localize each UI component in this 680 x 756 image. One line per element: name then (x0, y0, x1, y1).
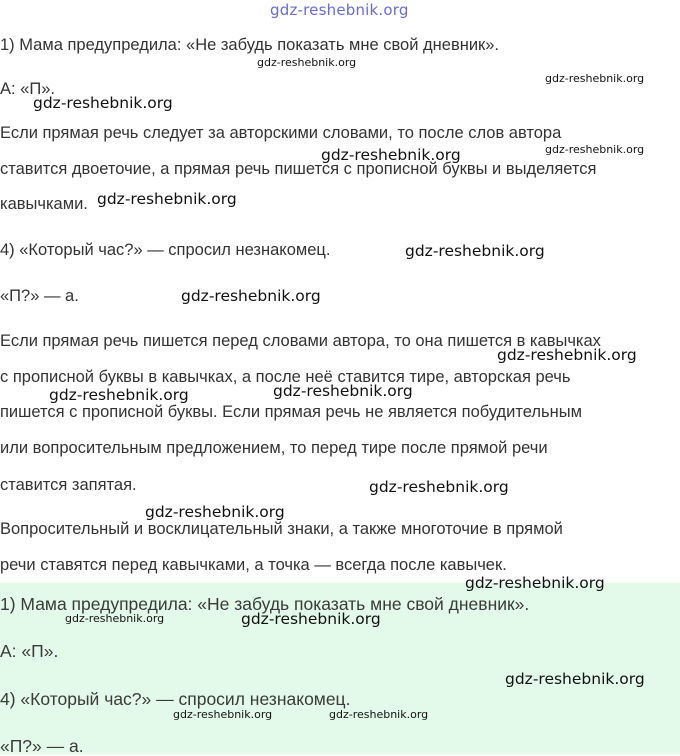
highlight-scheme-1: А: «П». (0, 641, 59, 661)
highlight-example-4: 4) «Который час?» — спросил незнакомец. (0, 689, 351, 709)
rule-2-line-4: или вопросительным предложением, то перед тире после прямой речи (0, 439, 548, 457)
watermark: gdz-reshebnik.org (257, 56, 357, 69)
example-4: 4) «Который час?» — спросил незнакомец. (0, 241, 331, 259)
watermark: gdz-reshebnik.org (173, 708, 273, 721)
watermark: gdz-reshebnik.org (97, 190, 237, 208)
watermark: gdz-reshebnik.org (465, 574, 605, 592)
rule-3-line-1: Вопросительный и восклицательный знаки, а также многоточие в прямой (0, 520, 563, 538)
rule-2-line-1: Если прямая речь пишется перед словами автора, то она пишется в кавычках (0, 332, 601, 350)
rule-2-line-5: ставится запятая. (0, 476, 137, 494)
watermark: gdz-reshebnik.org (181, 287, 321, 305)
watermark: gdz-reshebnik.org (241, 610, 381, 628)
scheme-4: «П?» — а. (0, 287, 79, 305)
rule-2-line-3: пишется с прописной буквы. Если прямая речь не является побудительным (0, 403, 582, 421)
watermark: gdz-reshebnik.org (49, 386, 189, 404)
rule-1-line-1: Если прямая речь следует за авторскими словами, то после слов автора (0, 124, 562, 142)
rule-1-line-2: ставится двоеточие, а прямая речь пишется с прописной буквы и выделяется (0, 160, 597, 178)
rule-2-line-2: с прописной буквы в кавычках, а после неё ставится тире, авторская речь (0, 368, 571, 386)
watermark: gdz-reshebnik.org (369, 478, 509, 496)
top-watermark: gdz-reshebnik.org (270, 1, 409, 19)
watermark: gdz-reshebnik.org (497, 346, 637, 364)
watermark: gdz-reshebnik.org (405, 242, 545, 260)
watermark: gdz-reshebnik.org (273, 382, 413, 400)
highlight-example-1: 1) Мама предупредила: «Не забудь показать мне свой дневник». (0, 594, 530, 614)
watermark: gdz-reshebnik.org (321, 146, 461, 164)
watermark: gdz-reshebnik.org (545, 72, 645, 85)
watermark: gdz-reshebnik.org (545, 143, 645, 156)
watermark: gdz-reshebnik.org (505, 670, 645, 688)
highlight-scheme-4: «П?» — а. (0, 736, 84, 756)
scheme-1: А: «П». (0, 80, 55, 98)
watermark: gdz-reshebnik.org (33, 94, 173, 112)
watermark: gdz-reshebnik.org (329, 708, 429, 721)
example-1: 1) Мама предупредила: «Не забудь показать мне свой дневник». (0, 36, 500, 54)
rule-1-line-3: кавычками. (0, 195, 88, 213)
rule-3-line-2: речи ставятся перед кавычками, а точка — всегда после кавычек. (0, 556, 507, 574)
watermark: gdz-reshebnik.org (145, 503, 285, 521)
watermark: gdz-reshebnik.org (65, 612, 165, 625)
